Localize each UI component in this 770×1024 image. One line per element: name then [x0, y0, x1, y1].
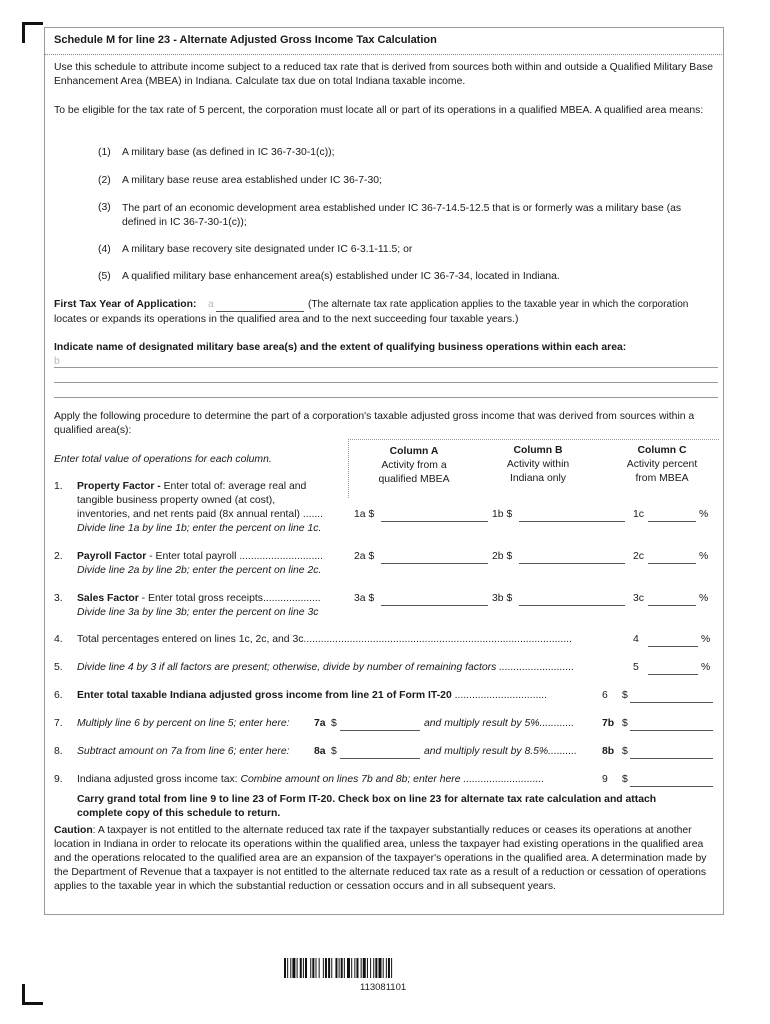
line-9-input[interactable] [630, 786, 713, 787]
caution-label: Caution [54, 825, 93, 836]
line-8b-input[interactable] [630, 758, 713, 759]
indicate-label: Indicate name of designated military base area(s) and the extent of qualifying business operations within each area: [54, 342, 627, 353]
line-3b-label: 3b $ [492, 593, 513, 604]
line-7a-input[interactable] [340, 730, 420, 731]
area-description-line-3[interactable] [54, 397, 718, 398]
line-6-text: Enter total taxable Indiana adjusted gross income from line 21 of Form IT-20 [77, 690, 452, 701]
line-1-instruction: Divide line 1a by line 1b; enter the percent on line 1c. [77, 523, 322, 534]
line-6-ref: 6 [602, 690, 608, 701]
area-text-1: A military base (as defined in IC 36-7-30-1(c)); [122, 147, 335, 158]
line-2b-label: 2b $ [492, 551, 513, 562]
column-b-sub1: Activity within [506, 459, 570, 470]
line-7-text2: and multiply result by 5%............ [424, 718, 575, 729]
line-6-desc [77, 690, 547, 701]
line-1c-input[interactable] [648, 521, 696, 522]
line-1a-input[interactable] [381, 521, 488, 522]
form-id-number: 113081101 [360, 982, 407, 993]
line-4-number: 4. [54, 634, 63, 645]
line-1a-label: 1a $ [354, 509, 375, 520]
line-1-text1: Enter total of: average real and [160, 481, 307, 492]
column-a-title: Column A [389, 446, 439, 457]
column-a-sub1: Activity from a [381, 460, 447, 471]
line-9-number: 9. [54, 774, 63, 785]
line-1c-percent: % [699, 509, 709, 520]
line-3-text: - Enter total gross receipts.................... [138, 593, 321, 604]
line-3-bold: Sales Factor [77, 593, 139, 604]
area-text-5: A qualified military base enhancement area(s) established under IC 36-7-34, located in Indiana. [122, 271, 560, 282]
line-3-desc [77, 593, 321, 604]
line-6-dollar: $ [622, 690, 628, 701]
first-year-note: (The alternate tax rate application applies to the taxable year in which the corporation [308, 299, 689, 310]
line-1-bold: Property Factor - [77, 481, 161, 492]
line-1-text2: tangible business property owned (at cost), [77, 495, 276, 506]
carry-total-line-2: complete copy of this schedule to return. [77, 808, 281, 819]
line-4-percent: % [701, 634, 711, 645]
line-6-input[interactable] [630, 702, 713, 703]
line-4-text: Total percentages entered on lines 1c, 2c, and 3c............................................................................................. [77, 634, 572, 645]
column-c-title: Column C [637, 445, 687, 456]
line-8a-input[interactable] [340, 758, 420, 759]
line-1c-label: 1c [633, 509, 644, 520]
line-9-desc [77, 774, 544, 785]
schedule-title: Schedule M for line 23 - Alternate Adjusted Gross Income Tax Calculation [54, 34, 437, 46]
line-5-percent: % [701, 662, 711, 673]
area-text-2: A military base reuse area established under IC 36-7-30; [122, 175, 382, 186]
line-3c-label: 3c [633, 593, 644, 604]
area-num-2: (2) [98, 175, 111, 186]
line-3-number: 3. [54, 593, 63, 604]
field-a-letter: a [208, 299, 214, 310]
line-8a-code: 8a [314, 746, 326, 757]
eligibility-paragraph: To be eligible for the tax rate of 5 percent, the corporation must locate all or part of its operations in a qualified MBEA. A qualified area means: [54, 105, 704, 116]
line-2-bold: Payroll Factor [77, 551, 147, 562]
line-2c-percent: % [699, 551, 709, 562]
line-8-text2: and multiply result by 8.5%.......... [424, 746, 578, 757]
line-2-number: 2. [54, 551, 63, 562]
apply-procedure-text: Apply the following procedure to determine the part of a corporation's taxable adjusted gross income that was derived from sources within a qualified area(s): [54, 411, 695, 436]
line-7b-input[interactable] [630, 730, 713, 731]
line-3a-label: 3a $ [354, 593, 375, 604]
caution-text: : A taxpayer is not entitled to the alternate reduced tax rate if the taxpayer substantially reduces or ceases its operations at another location in Indiana in order to relocate its operations within the qualified area, unless the taxpayer had existing operations in the qualified area and the operations relocated to the qualified area are an expansion of the taxpayer's operations in the qualified area. A determination made by the Department of Revenue that a taxpayer is not entitled to the alternate reduced tax rate as a result of a reduction or cessation of operations applies to the taxable year in which the substantial reduction or cessation occurs and in all subsequent years. [54, 825, 707, 892]
line-7-number: 7. [54, 718, 63, 729]
first-tax-year-input[interactable] [216, 311, 304, 312]
line-7b-ref: 7b [602, 718, 615, 729]
line-7-text: Multiply line 6 by percent on line 5; enter here: [77, 718, 290, 729]
line-4-ref: 4 [633, 634, 639, 645]
line-5-number: 5. [54, 662, 63, 673]
line-2a-input[interactable] [381, 563, 488, 564]
area-description-line-1[interactable] [54, 367, 718, 368]
line-5-input[interactable] [648, 674, 698, 675]
line-2-text: - Enter total payroll ............................. [146, 551, 323, 562]
area-num-3: (3) [98, 202, 111, 213]
line-2b-input[interactable] [519, 563, 625, 564]
title-divider [44, 54, 724, 55]
column-b-title: Column B [513, 445, 563, 456]
line-1b-input[interactable] [519, 521, 625, 522]
line-8-number: 8. [54, 746, 63, 757]
line-3b-input[interactable] [519, 605, 625, 606]
line-8-text: Subtract amount on 7a from line 6; enter here: [77, 746, 290, 757]
column-c-sub1: Activity percent [626, 459, 698, 470]
line-5-text: Divide line 4 by 3 if all factors are present; otherwise, divide by number of remaining factors .......................... [77, 662, 575, 673]
line-3a-input[interactable] [381, 605, 488, 606]
line-8b-ref: 8b [602, 746, 615, 757]
line-9-text: Indiana adjusted gross income tax: [77, 774, 238, 785]
line-3c-percent: % [699, 593, 709, 604]
line-9-dollar: $ [622, 774, 628, 785]
line-9-ref: 9 [602, 774, 608, 785]
barcode [284, 958, 484, 978]
area-num-4: (4) [98, 244, 111, 255]
caution-paragraph [54, 824, 718, 894]
area-num-5: (5) [98, 271, 111, 282]
area-text-4: A military base recovery site designated under IC 6-3.1-11.5; or [122, 244, 413, 255]
column-instruction: Enter total value of operations for each column. [54, 454, 272, 465]
line-2a-label: 2a $ [354, 551, 375, 562]
line-5-ref: 5 [633, 662, 639, 673]
line-1-text3: inventories, and net rents paid (8x annual rental) ....... [77, 509, 324, 520]
line-6-dots: ................................ [451, 690, 548, 701]
area-description-line-2[interactable] [54, 382, 718, 383]
registration-mark-top [22, 22, 43, 43]
line-9-instruction: Combine amount on lines 7b and 8b; enter here ............................ [240, 774, 545, 785]
line-4-input[interactable] [648, 646, 698, 647]
registration-mark-bottom [22, 984, 43, 1005]
line-8a-dollar: $ [331, 746, 337, 757]
line-7a-dollar: $ [331, 718, 337, 729]
column-c-sub2: from MBEA [635, 473, 689, 484]
line-2-instruction: Divide line 2a by line 2b; enter the percent on line 2c. [77, 565, 322, 576]
line-2c-label: 2c [633, 551, 644, 562]
line-8b-dollar: $ [622, 746, 628, 757]
field-b-letter: b [54, 356, 60, 367]
area-num-1: (1) [98, 147, 111, 158]
area-text-3: The part of an economic development area established under IC 36-7-14.5-12.5 that is or formerly was a military base (as defined in IC 36-7-30-1(c)); [122, 203, 682, 228]
intro-paragraph: Use this schedule to attribute income subject to a reduced tax rate that is derived from sources both within and outside a Qualified Military Base Enhancement Area (MBEA) in Indiana. Calculate tax due on total Indiana taxable income. [54, 62, 713, 87]
first-tax-year-label: First Tax Year of Application: [54, 299, 197, 310]
line-2c-input[interactable] [648, 563, 696, 564]
line-3-instruction: Divide line 3a by line 3b; enter the percent on line 3c [77, 607, 319, 618]
line-3c-input[interactable] [648, 605, 696, 606]
column-b-sub2: Indiana only [509, 473, 567, 484]
line-1-number: 1. [54, 481, 63, 492]
line-1b-label: 1b $ [492, 509, 513, 520]
line-7b-dollar: $ [622, 718, 628, 729]
carry-total-line-1: Carry grand total from line 9 to line 23 of Form IT-20. Check box on line 23 for alternate tax rate calculation and attach [77, 794, 657, 805]
line-2-desc [77, 551, 323, 562]
column-a-sub2: qualified MBEA [378, 474, 450, 485]
first-year-note-2: locates or expands its operations in the qualified area and to the next succeeding four taxable years.) [54, 314, 519, 325]
line-6-number: 6. [54, 690, 63, 701]
line-7a-code: 7a [314, 718, 326, 729]
line-1-desc [77, 481, 306, 492]
